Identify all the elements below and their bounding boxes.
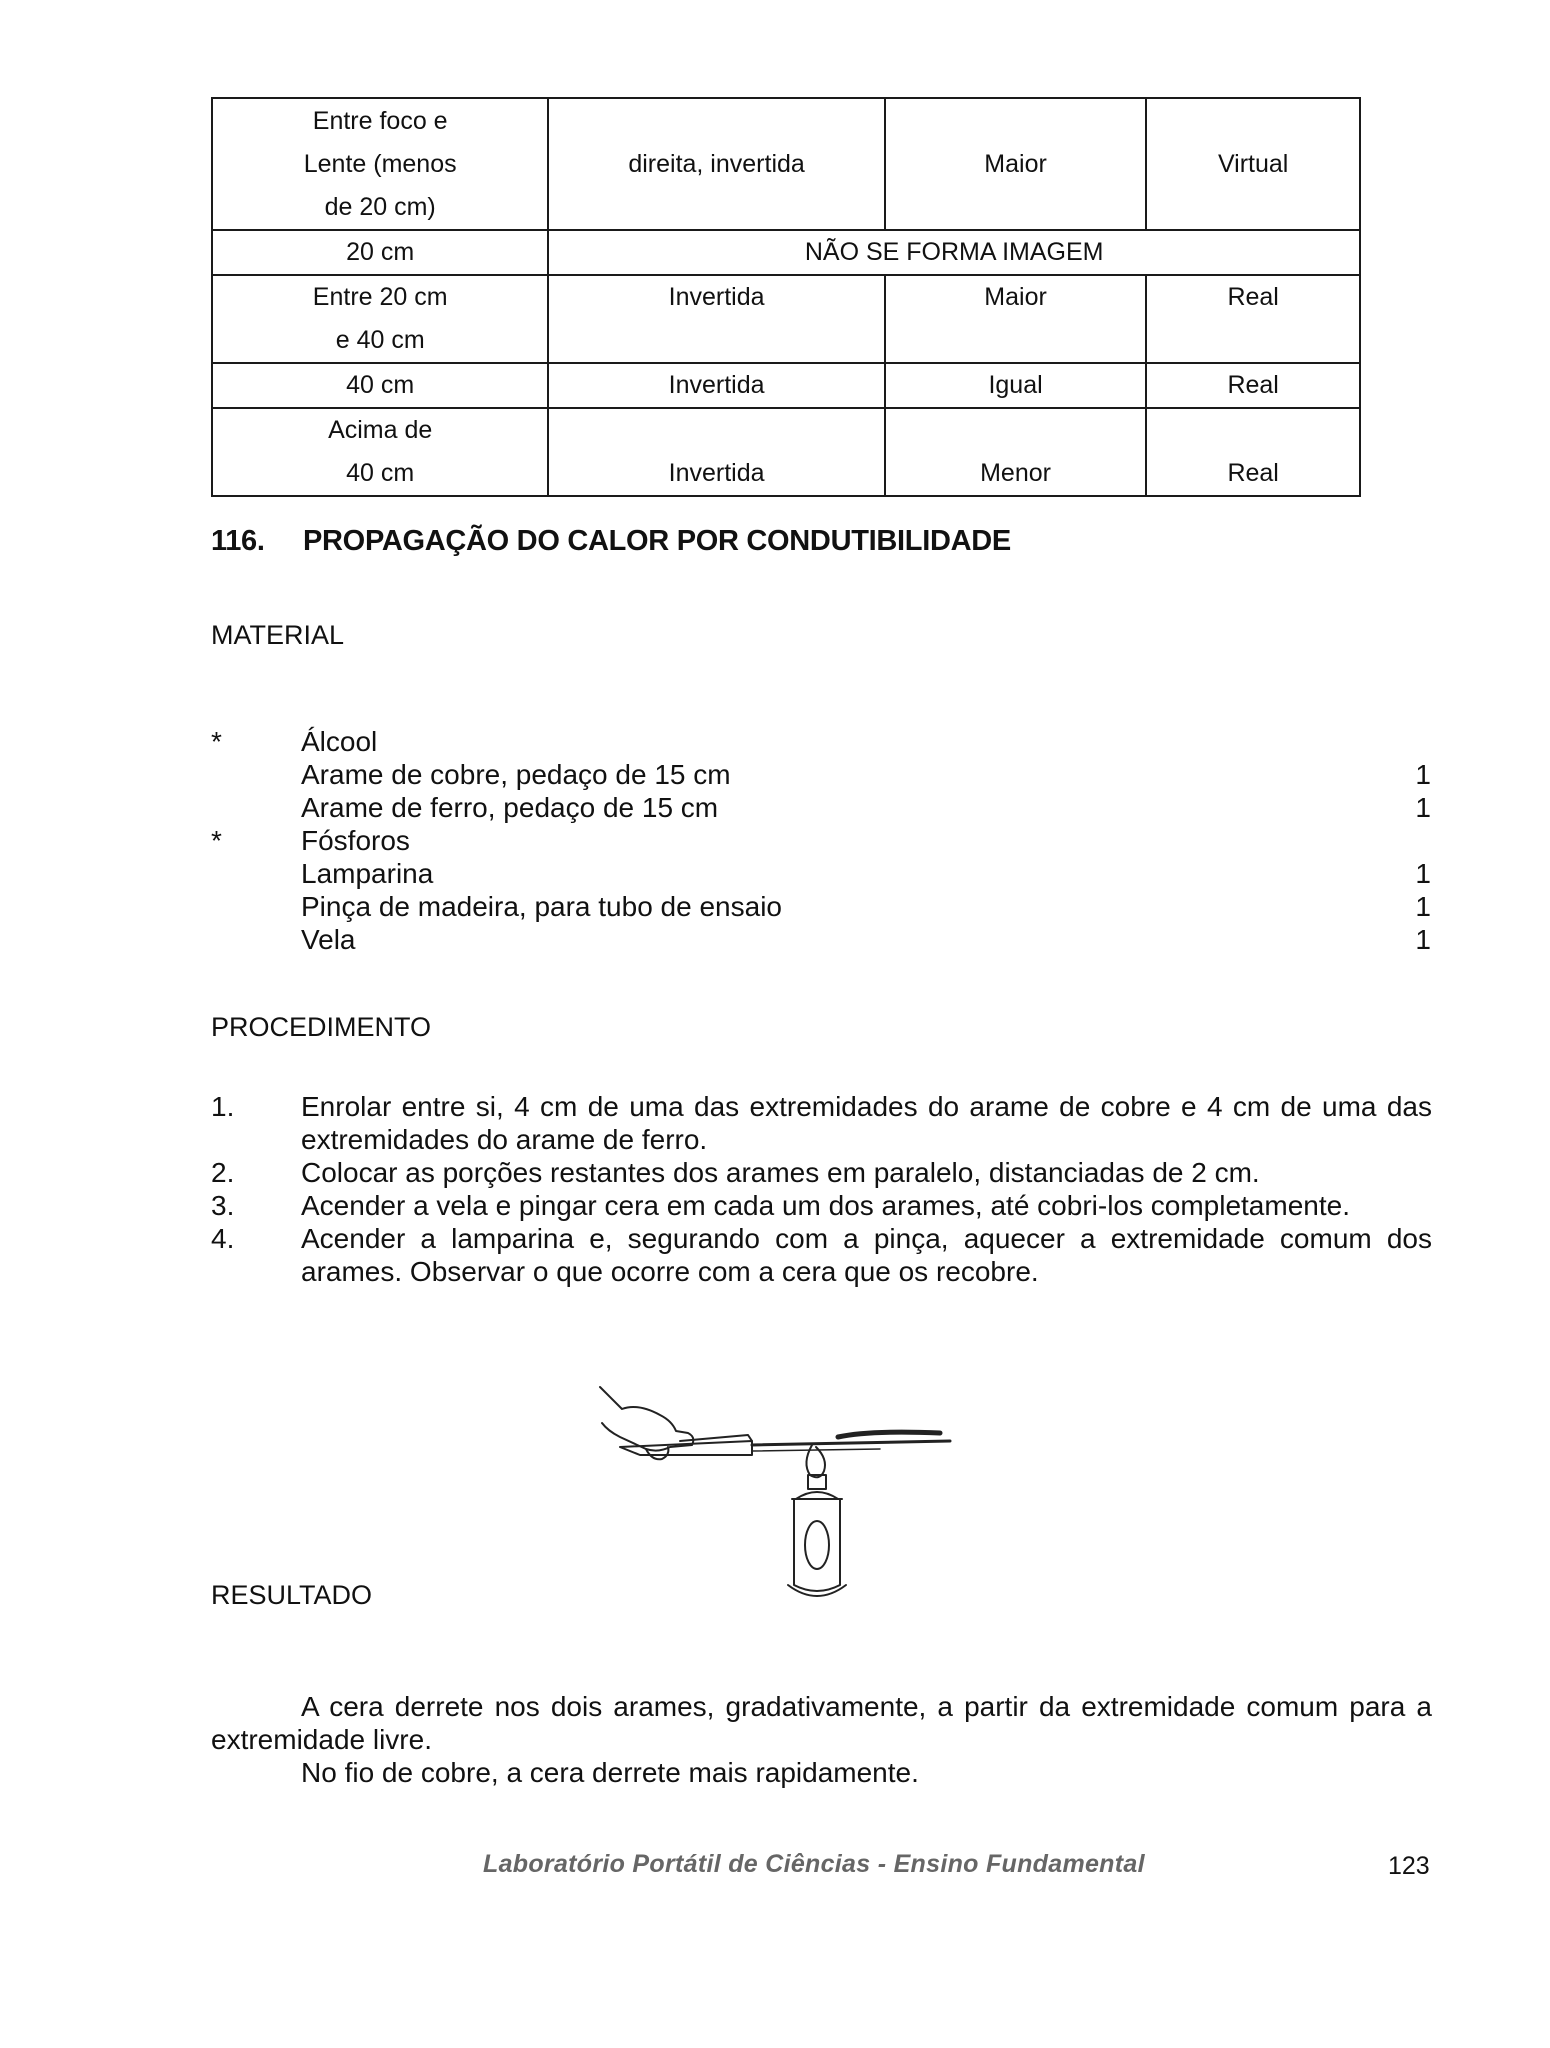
result-paragraph: No fio de cobre, a cera derrete mais rapidamente.: [301, 1757, 919, 1788]
required-marker: *: [211, 726, 222, 757]
material-quantity: 1: [1415, 792, 1431, 823]
experiment-illustration: [580, 1375, 960, 1610]
table-cell-nature: Virtual: [1146, 98, 1360, 230]
step-number: 4.: [211, 1223, 235, 1254]
section-title-text: PROPAGAÇÃO DO CALOR POR CONDUTIBILIDADE: [303, 525, 1011, 557]
table-cell-merged: NÃO SE FORMA IMAGEM: [548, 230, 1360, 275]
material-name: Álcool: [301, 726, 378, 757]
table-row: [212, 275, 1360, 363]
material-name: Pinça de madeira, para tubo de ensaio: [301, 891, 782, 922]
table-row: [212, 98, 1360, 230]
procedure-list: [211, 1090, 1432, 1288]
list-item: [211, 890, 1431, 923]
table-cell-size: Maior: [885, 275, 1147, 363]
material-name: Arame de ferro, pedaço de 15 cm: [301, 792, 719, 823]
list-item: [211, 857, 1431, 890]
table-row: [212, 408, 1360, 496]
section-number: 116.: [211, 525, 265, 557]
step-text: Acender a lamparina e, segurando com a pinça, aquecer a extremidade comum dos arames. Observar o que ocorre com a cera que os recobre.: [301, 1223, 1432, 1287]
footer-title: Laboratório Portátil de Ciências - Ensino Fundamental: [483, 1850, 1145, 1878]
tweezers-drawing: [620, 1441, 752, 1455]
material-quantity: 1: [1415, 858, 1431, 889]
table-row: [212, 230, 1360, 275]
material-heading: MATERIAL: [211, 620, 345, 650]
step-text: Acender a vela e pingar cera em cada um dos arames, até cobri-los completamente.: [301, 1190, 1350, 1221]
section-title: [211, 525, 1011, 558]
wire-drawing: [752, 1441, 950, 1445]
table-cell-image: Invertida: [548, 408, 884, 496]
table-cell-size: Menor: [885, 408, 1147, 496]
required-marker: *: [211, 825, 222, 856]
material-name: Arame de cobre, pedaço de 15 cm: [301, 759, 731, 790]
material-name: Lamparina: [301, 858, 434, 889]
lens-image-table: [211, 97, 1361, 497]
list-item: [211, 758, 1431, 791]
table-cell-nature: Real: [1146, 275, 1360, 363]
list-item: [211, 725, 1431, 758]
table-cell-nature: Real: [1146, 408, 1360, 496]
list-item: [211, 1156, 1432, 1189]
material-quantity: 1: [1415, 924, 1431, 955]
page-number: 123: [1388, 1852, 1430, 1880]
list-item: [211, 1189, 1432, 1222]
list-item: [211, 1090, 1432, 1156]
material-quantity: 1: [1415, 891, 1431, 922]
table-row: [212, 363, 1360, 408]
table-cell-position: Acima de 40 cm: [212, 408, 548, 496]
table-cell-position: 20 cm: [212, 230, 548, 275]
result-paragraph: A cera derrete nos dois arames, gradativamente, a partir da extremidade comum para a extremidade livre.: [211, 1691, 1432, 1755]
step-number: 3.: [211, 1190, 235, 1221]
procedure-heading: PROCEDIMENTO: [211, 1012, 432, 1042]
step-number: 1.: [211, 1091, 235, 1122]
table-cell-image: Invertida: [548, 363, 884, 408]
table-cell-nature: Real: [1146, 363, 1360, 408]
table-cell-size: Igual: [885, 363, 1147, 408]
table-cell-size: Maior: [885, 98, 1147, 230]
table-cell-position: Entre foco e Lente (menos de 20 cm): [212, 98, 548, 230]
list-item: [211, 791, 1431, 824]
alcohol-lamp-drawing: [788, 1475, 846, 1596]
list-item: [211, 1222, 1432, 1288]
list-item: [211, 824, 1431, 857]
table-cell-position: 40 cm: [212, 363, 548, 408]
step-text: Colocar as porções restantes dos arames em paralelo, distanciadas de 2 cm.: [301, 1157, 1260, 1188]
material-list: [211, 725, 1431, 956]
table-cell-image: Invertida: [548, 275, 884, 363]
material-name: Vela: [301, 924, 356, 955]
step-number: 2.: [211, 1157, 235, 1188]
table-cell-position: Entre 20 cm e 40 cm: [212, 275, 548, 363]
material-name: Fósforos: [301, 825, 410, 856]
result-text: [211, 1690, 1432, 1789]
material-quantity: 1: [1415, 759, 1431, 790]
list-item: [211, 923, 1431, 956]
step-text: Enrolar entre si, 4 cm de uma das extremidades do arame de cobre e 4 cm de uma das extremidades do arame de ferro.: [301, 1091, 1432, 1155]
table-cell-image: direita, invertida: [548, 98, 884, 230]
result-heading: RESULTADO: [211, 1580, 373, 1610]
